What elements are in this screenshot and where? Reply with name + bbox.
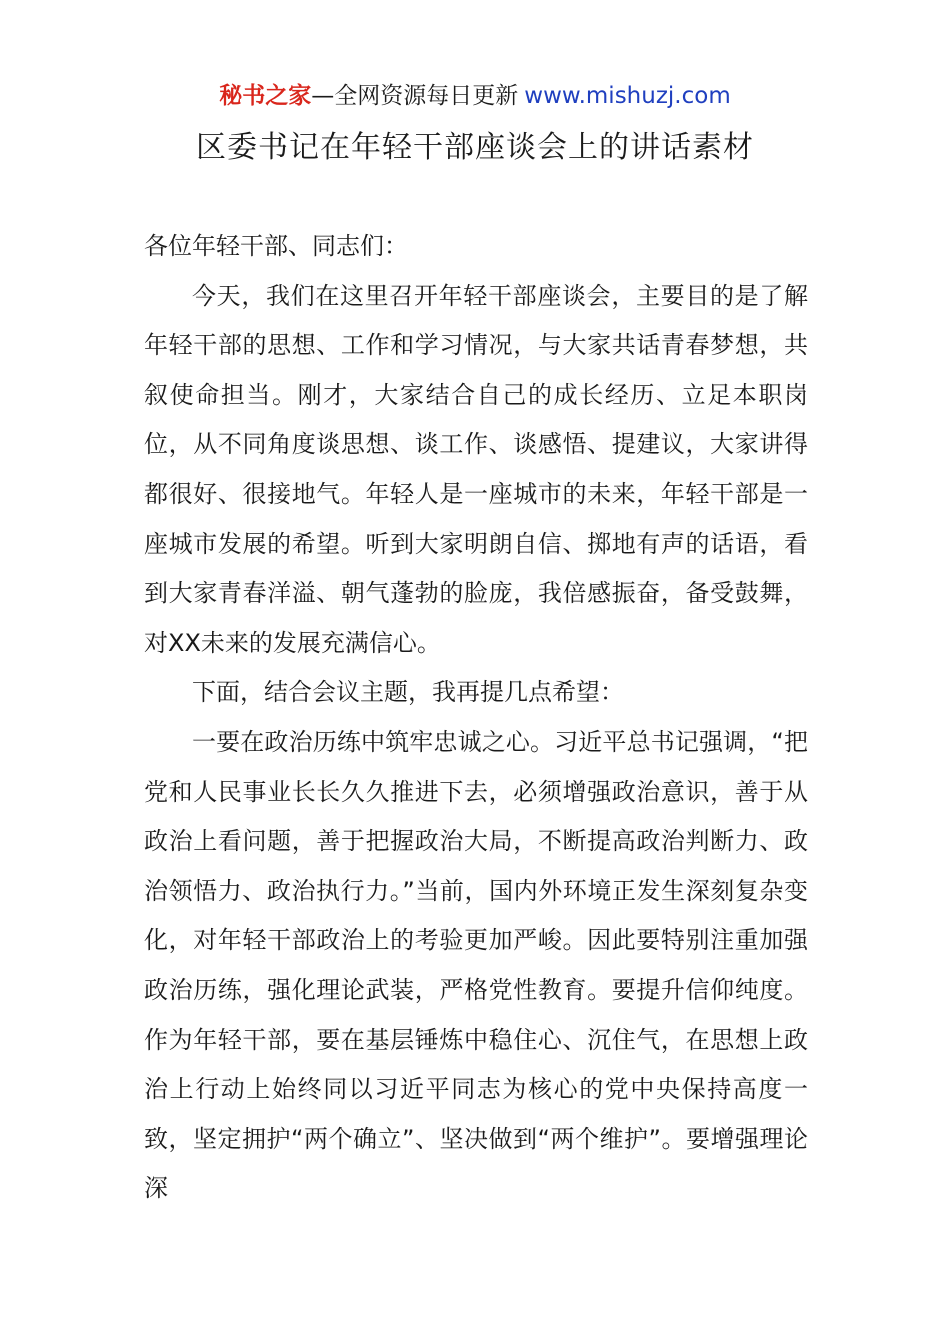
site-url-link[interactable]: www.mishuzj.com — [524, 83, 731, 109]
header-tagline: —全网资源每日更新 — [311, 83, 519, 109]
paragraph: 一要在政治历练中筑牢忠诚之心。习近平总书记强调，“把党和人民事业长长久久推进下去，必须增强政治意识，善于从政治上看问题，善于把握政治大局，不断提高政治判断力、政治领悟力、政治执行力。”当前，国内外环境正发生深刻复杂变化，对年轻干部政治上的考验更加严峻。因此要特别注重加强政治历练，强化理论武装，严格党性教育。要提升信仰纯度。作为年轻干部，要在基层锤炼中稳住心、沉住气，在思想上政治上行动上始终同以习近平同志为核心的党中央保持高度一致，坚定拥护“两个确立”、坚决做到“两个维护”。要增强理论深 — [144, 727, 808, 1203]
paragraph: 下面，结合会议主题，我再提几点希望： — [192, 678, 624, 707]
brand-name: 秘书之家 — [219, 83, 312, 109]
paragraph: 今天，我们在这里召开年轻干部座谈会，主要目的是了解年轻干部的思想、工作和学习情况，与大家共话青春梦想，共叙使命担当。刚才，大家结合自己的成长经历、立足本职岗位，从不同角度谈思想、谈工作、谈感悟、提建议，大家讲得都很好、很接地气。年轻人是一座城市的未来，年轻干部是一座城市发展的希望。听到大家明朗自信、掷地有声的话语，看到大家青春洋溢、朝气蓬勃的脸庞，我倍感振奋，备受鼓舞，对XX未来的发展充满信心。 — [144, 281, 808, 657]
site-header — [0, 80, 950, 112]
salutation: 各位年轻干部、同志们： — [144, 232, 408, 260]
document-body — [144, 222, 808, 1214]
document-title: 区委书记在年轻干部座谈会上的讲话素材 — [196, 130, 754, 165]
